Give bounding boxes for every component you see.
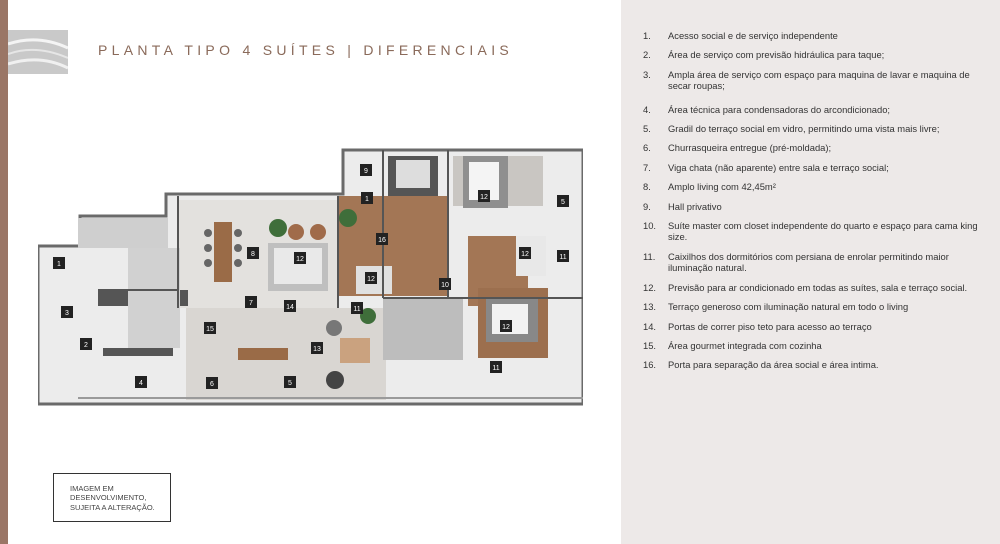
feature-text: Gradil do terraço social em vidro, permitindo uma vista mais livre; [668, 123, 940, 135]
feature-item [643, 282, 983, 293]
svg-text:1: 1 [57, 261, 61, 268]
svg-text:12: 12 [521, 251, 529, 258]
svg-text:12: 12 [480, 194, 488, 201]
svg-text:7: 7 [249, 300, 253, 307]
feature-item [643, 104, 983, 115]
svg-text:9: 9 [364, 168, 368, 175]
feature-number: 2. [643, 49, 651, 61]
disclaimer-line: DESENVOLVIMENTO, [70, 493, 147, 503]
svg-text:15: 15 [206, 326, 214, 333]
feature-number: 14. [643, 320, 657, 332]
feature-item [643, 251, 983, 274]
svg-text:16: 16 [378, 237, 386, 244]
feature-text: Hall privativo [668, 200, 722, 212]
feature-item [643, 340, 983, 351]
feature-text: Portas de correr piso teto para acesso ao terraço [668, 320, 872, 332]
feature-item [643, 69, 983, 92]
wood-floor-hall [338, 196, 448, 296]
feature-number: 3. [643, 68, 651, 80]
svg-text:10: 10 [441, 282, 449, 289]
svg-text:14: 14 [286, 304, 294, 311]
feature-number: 6. [643, 142, 651, 154]
feature-text: Acesso social e de serviço independente [668, 30, 838, 41]
svg-text:2: 2 [84, 342, 88, 349]
feature-text: Área de serviço com previsão hidráulica para taque; [668, 49, 885, 61]
feature-item [643, 123, 983, 134]
feature-text: Terraço generoso com iluminação natural em todo o living [668, 301, 909, 313]
feature-number: 15. [643, 339, 657, 351]
feature-number: 12. [643, 281, 657, 293]
svg-text:12: 12 [296, 256, 304, 263]
feature-text: Área técnica para condensadoras do arcondicionado; [668, 103, 891, 115]
feature-item [643, 201, 983, 212]
feature-item [643, 321, 983, 332]
feature-item [643, 359, 983, 370]
feature-item [643, 30, 983, 41]
svg-text:5: 5 [288, 380, 292, 387]
feature-number: 7. [643, 161, 651, 173]
feature-item [643, 181, 983, 192]
feature-item [643, 220, 983, 243]
marble-logo-image [8, 30, 68, 74]
feature-text: Caixilhos dos dormitórios com persiana de enrolar permitindo maior iluminação natural. [668, 250, 949, 274]
feature-item [643, 142, 983, 153]
svg-text:12: 12 [502, 324, 510, 331]
features-panel [621, 0, 1000, 544]
svg-text:1: 1 [365, 196, 369, 203]
svg-text:13: 13 [313, 346, 321, 353]
feature-text: Previsão para ar condicionado em todas as suítes, sala e terraço social. [668, 281, 968, 293]
image-disclaimer [53, 473, 171, 522]
feature-number: 11. [643, 250, 656, 262]
feature-number: 10. [643, 220, 657, 232]
feature-item [643, 301, 983, 312]
feature-text: Amplo living com 42,45m² [668, 181, 776, 193]
feature-text: Churrasqueira entregue (pré-moldada); [668, 142, 832, 154]
svg-text:3: 3 [65, 310, 69, 317]
feature-text: Suíte master com closet independente do quarto e espaço para cama king size. [668, 220, 978, 243]
dining-table [214, 222, 232, 282]
accent-bar [0, 0, 8, 544]
floor-plan [38, 148, 583, 406]
svg-text:6: 6 [210, 381, 214, 388]
disclaimer-line: IMAGEM EM [70, 484, 114, 493]
svg-text:11: 11 [353, 306, 361, 313]
disclaimer-line: SUJEITA A ALTERAÇÃO. [70, 502, 155, 512]
feature-number: 9. [643, 200, 651, 212]
feature-text: Ampla área de serviço com espaço para maquina de lavar e maquina de secar roupas; [668, 68, 970, 92]
svg-text:11: 11 [559, 254, 567, 261]
feature-text: Área gourmet integrada com cozinha [668, 339, 822, 351]
svg-text:12: 12 [367, 276, 375, 283]
svg-text:11: 11 [492, 365, 500, 372]
feature-text: Porta para separação da área social e área intima. [668, 359, 879, 371]
feature-item [643, 162, 983, 173]
feature-number: 5. [643, 123, 651, 135]
page-title: PLANTA TIPO 4 SUÍTES | DIFERENCIAIS [98, 42, 514, 58]
feature-item [643, 49, 983, 60]
feature-number: 13. [643, 301, 657, 313]
feature-text: Viga chata (não aparente) entre sala e terraço social; [668, 161, 889, 173]
features-list [643, 30, 983, 371]
feature-number: 1. [643, 30, 651, 41]
feature-number: 16. [643, 359, 657, 371]
feature-number: 8. [643, 181, 651, 193]
svg-text:4: 4 [139, 380, 143, 387]
svg-text:5: 5 [561, 199, 565, 206]
svg-text:8: 8 [251, 251, 255, 258]
feature-number: 4. [643, 103, 651, 115]
